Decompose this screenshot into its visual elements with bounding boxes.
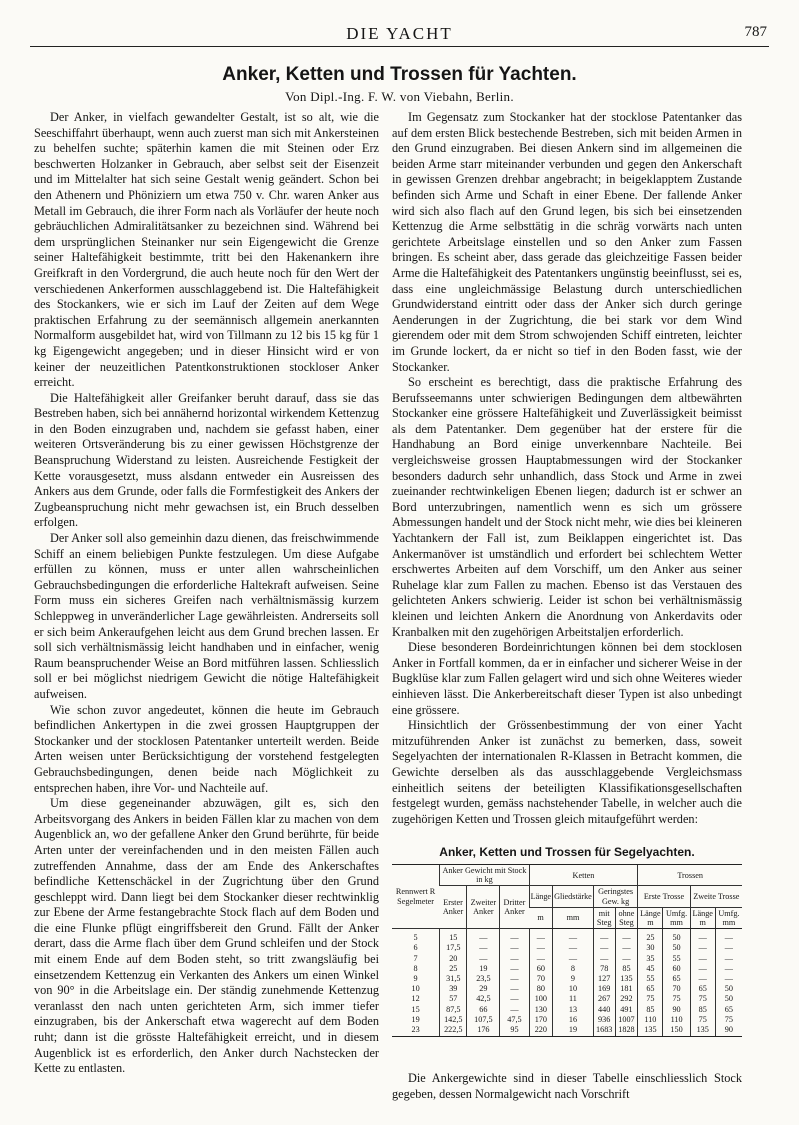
- table-cell: 10: [411, 984, 420, 994]
- col-header-trosse2-laenge: Länge m: [690, 907, 715, 928]
- table-cell: 19: [467, 963, 500, 973]
- table-cell: 440: [593, 1004, 615, 1014]
- table-cell: 16: [553, 1014, 594, 1024]
- page-number: 787: [744, 24, 767, 40]
- paragraph: Diese besonderen Bordeinrichtungen können bei dem stocklosen Anker in Fortfall kommen, da er in einfacher und sicherer Weise in der Bugklüse klar zum Fallen gelagert wird und sich ohne Weiteres wieder einhieven lässt. Die Ankerbereitschaft dieser Typen ist also unbedingt eine grössere.: [392, 640, 742, 717]
- table-cell: 135: [690, 1024, 715, 1037]
- table-cell: 55: [638, 973, 663, 983]
- table-cell: 292: [615, 993, 638, 1003]
- table-cell: 85: [638, 1004, 663, 1014]
- table-cell: 150: [663, 1024, 690, 1037]
- table-cell: 181: [615, 983, 638, 993]
- table-cell: —: [500, 963, 529, 973]
- table-cell: 169: [593, 983, 615, 993]
- table-cell: —: [690, 963, 715, 973]
- table-cell: 39: [440, 983, 467, 993]
- table-cell: —: [715, 973, 742, 983]
- col-header-gliedstaerke: Gliedstärke: [553, 886, 594, 907]
- paragraph: So erscheint es berechtigt, dass die praktische Erfahrung des Berufsseemanns unter schwierigen Bedingungen dem altbewährten Stockanker eine grössere Haltefähigkeit und Zuverlässigkeit beimisst als dem Patentanker. Dem gegenüber hat der erstere für die Handhabung an Bord einige unverkennbare Nachteile. Bei vergleichsweise grossen Hauptabmessungen wird der Stockanker besonders dadurch sehr unhandlich, dass Stock und Arme in zwei zueinander rechtwinkeligen Ebenen liegen; dadurch ist er schwer an Bord unterzubringen, namentlich wenn es sich um grössere Abmessungen handelt und der Stock nicht mehr, wie dies bei kleineren Yachtankern der Fall ist, zum Beiklappen eingerichtet ist. Das Ankermanöver ist umständlich und erfordert bei schlechtem Wetter erschwertes Arbeiten auf dem Vorschiff, um den Anker aus seiner Ruhelage klar zum Fallen zu machen. Ebenso ist das Verstauen des gelichteten Ankers schwierig. Leider ist schon bei verhältnismässig kleinen und leichten Ankern die Anordnung von Ankerdavits oder Kranbalken mit den zugehörigen Arbeitstaljen erforderlich.: [392, 375, 742, 639]
- table-cell: —: [529, 942, 552, 952]
- table-cell: —: [715, 963, 742, 973]
- table-cell: 6: [413, 943, 418, 953]
- table-cell: 20: [440, 953, 467, 963]
- col-header-mit-steg: mit Steg: [593, 907, 615, 928]
- col-header-erster-anker: Erster Anker: [440, 886, 467, 929]
- table-cell: 170: [529, 1014, 552, 1024]
- table-cell: 29: [467, 983, 500, 993]
- anchor-table: [392, 864, 742, 1037]
- table-cell: —: [615, 942, 638, 952]
- table-cell: —: [500, 929, 529, 943]
- table-cell: —: [467, 953, 500, 963]
- col-unit-gliedstaerke: mm: [553, 907, 594, 928]
- paragraph: Im Gegensatz zum Stockanker hat der stocklose Patentanker das auf dem ersten Blick bestechende Bestreben, sich mit beiden Armen in den Grund einzugraben. Bei diesen Ankern sind im allgemeinen die beiden Arme starr miteinander verbunden und gegen den Ankerschaft in gewissen Grenzen drehbar angebracht; in beigeklapptem Zustande befinden sich Arme und Schaft in einer Ebene. Der fallende Anker wird sich also flach auf den Grund legen, bis sich bei einsetzenden Kettenzug die Arme selbsttätig in die schräg vorwärts nach unten gerichtete Arbeitslage einstellen und so den Anker zum Fassen bringen. Es scheint aber, dass gerade das gleichzeitige Fassen beider Arme die Haltefähigkeit des Patentankers ungünstig beeinflusst, sei es, dass eine ungleichmässige Belastung durch unterschiedlichen Grundwiderstand eintritt oder dass der Anker sich durch geringe Aenderungen in der Zugrichtung, die bei stark vor dem Wind gierendem oder mit dem Strom schwojenden Schiff eintreten, leichter im Grunde lockert, da er nicht so tief in den Boden fasst, wie der Stockanker.: [392, 110, 742, 374]
- table-cell: 80: [529, 983, 552, 993]
- table-cell: 57: [440, 993, 467, 1003]
- table-row: [392, 1004, 742, 1014]
- table-cell: 15: [440, 929, 467, 943]
- table-cell: 35: [638, 953, 663, 963]
- table-cell: —: [467, 929, 500, 943]
- table-cell: —: [615, 929, 638, 943]
- table-cell: —: [553, 929, 594, 943]
- table-cell: 60: [529, 963, 552, 973]
- table-cell: 11: [553, 993, 594, 1003]
- table-cell: 1007: [615, 1014, 638, 1024]
- table-cell: 75: [715, 1014, 742, 1024]
- table-cell: 50: [715, 983, 742, 993]
- table-cell: —: [500, 973, 529, 983]
- group-header-anker: Anker Gewicht mit Stock in kg: [440, 865, 529, 886]
- table-row: [392, 953, 742, 963]
- table-cell: 90: [663, 1004, 690, 1014]
- col-header-trosse1-laenge: Länge m: [638, 907, 663, 928]
- table-cell: 1828: [615, 1024, 638, 1037]
- table-cell: —: [715, 942, 742, 952]
- table-cell: 65: [663, 973, 690, 983]
- running-head: [0, 22, 799, 46]
- table-cell: 135: [638, 1024, 663, 1037]
- table-cell: 8: [413, 963, 418, 973]
- table-cell: —: [529, 929, 552, 943]
- table-cell: 87,5: [440, 1004, 467, 1014]
- table-cell: —: [615, 953, 638, 963]
- table-cell: 25: [440, 963, 467, 973]
- table-cell: —: [529, 953, 552, 963]
- table-cell: 75: [690, 993, 715, 1003]
- table-cell: 222,5: [440, 1024, 467, 1037]
- article-title: Anker, Ketten und Trossen für Yachten.: [222, 64, 577, 85]
- byline: Von Dipl.-Ing. F. W. von Viebahn, Berlin.: [285, 89, 514, 104]
- table-cell: 19: [411, 1014, 420, 1024]
- table-cell: —: [500, 993, 529, 1003]
- table-cell: 50: [663, 942, 690, 952]
- col-header-gewicht: Geringstes Gew. kg: [593, 886, 638, 907]
- table-cell: 9: [553, 973, 594, 983]
- table-cell: 13: [553, 1004, 594, 1014]
- table-cell: 107,5: [467, 1014, 500, 1024]
- table-cell: 15: [411, 1004, 420, 1014]
- table-cell: —: [553, 953, 594, 963]
- paragraph: Der Anker soll also gemeinhin dazu dienen, das freischwimmende Schiff an einem beliebigen Punkte festzulegen. Um diese Aufgabe erfüllen zu können, muss er unter allen wahrscheinlichen Gebrauchsbedingungen die erforderliche Haltekraft aufweisen. Seine Form muss ein sicheres Greifen nach verhältnismässig kurzem Schleppweg in unveränderlicher Lage gewährleisten. Andrerseits soll er sich beim Ankeraufgehen leicht aus dem Grund brechen lassen. Er soll sich verhältnismässig leicht handhaben und in einfacher, wenig Raum beanspruchender Weise an Bord mitführen lassen. Schliesslich soll er bei möglichst niedrigem Gewicht die nötige Haltefähigkeit aufweisen.: [34, 531, 379, 701]
- table-row: [392, 1014, 742, 1024]
- table-cell: 23: [392, 1024, 440, 1037]
- after-table-text: [392, 1071, 742, 1102]
- table-cell: 25: [638, 929, 663, 943]
- table-cell: —: [593, 929, 615, 943]
- table-cell: —: [500, 983, 529, 993]
- header-rule: [30, 46, 769, 47]
- table-row: [392, 942, 742, 952]
- table-cell: —: [690, 929, 715, 943]
- table-row: [392, 963, 742, 973]
- table-cell: 45: [638, 963, 663, 973]
- table-row: [392, 1024, 742, 1037]
- col-header-zweite-trosse: Zweite Trosse: [690, 886, 742, 907]
- table-cell: 65: [638, 983, 663, 993]
- anchor-table-block: [392, 845, 742, 1037]
- paragraph: Der Anker, in vielfach gewandelter Gestalt, ist so alt, wie die Seeschiffahrt überhaupt, wenn auch zuerst man sich mit Ankersteinen zu behelfen suchte; späterhin kamen die mit Steinen oder Erz beschwerten Holzanker in Gebrauch, aber selbst seit der Eisenzeit und im Mittelalter hat sich seine Gestalt wenig geändert. Schon bei den Athenern und Phöniziern um etwa 750 v. Chr. waren Anker aus Metall im Gebrauch, die ihrer Form nach als Vorläufer der heute noch gebräuchlichen Admiralitätsanker zu bezeichnen sind. Während bei dem ursprünglichen Steinanker nur sein Eigengewicht die Grenze seiner Haltefähigkeit bestimmte, tritt bei den Hakenankern ihre Greifkraft in den Vordergrund, die auch heute noch für den Wert der verschiedenen Ankerformen ausschlaggebend ist. Die Haltefähigkeit des Stockankers, wie er sich im Lauf der Zeiten auf dem Wege praktischen Erfahrung zu der seemännisch allgemein anerkannten Normalform ausgebildet hat, wird von Tillmann zu 12 bis 15 kg für 1 kg Eigengewicht angegeben; und in dieser Hinsicht wird er von keiner der neuzeitlichen Patentkonstruktionen stockloser Anker erreicht.: [34, 110, 379, 390]
- table-cell: 85: [615, 963, 638, 973]
- table-cell: —: [500, 953, 529, 963]
- table-cell: 1683: [593, 1024, 615, 1037]
- table-cell: 50: [663, 929, 690, 943]
- table-cell: 42,5: [467, 993, 500, 1003]
- table-cell: —: [690, 942, 715, 952]
- table-cell: —: [690, 953, 715, 963]
- table-cell: 17,5: [440, 942, 467, 952]
- table-title: Anker, Ketten und Trossen für Segelyachten.: [439, 845, 695, 859]
- table-cell: 70: [663, 983, 690, 993]
- table-cell: 7: [413, 953, 418, 963]
- table-cell: 491: [615, 1004, 638, 1014]
- table-cell: 50: [715, 993, 742, 1003]
- table-body: [392, 929, 742, 1037]
- table-cell: 130: [529, 1004, 552, 1014]
- table-cell: 110: [663, 1014, 690, 1024]
- table-cell: 12: [411, 994, 420, 1004]
- table-cell: 70: [529, 973, 552, 983]
- table-cell: 220: [529, 1024, 552, 1037]
- table-cell: 267: [593, 993, 615, 1003]
- table-cell: 100: [529, 993, 552, 1003]
- table-cell: 19: [553, 1024, 594, 1037]
- table-cell: 176: [467, 1024, 500, 1037]
- table-cell: —: [500, 942, 529, 952]
- col-header-trosse2-umfang: Umfg. mm: [715, 907, 742, 928]
- col-unit-laenge: m: [529, 907, 552, 928]
- table-cell: 8: [553, 963, 594, 973]
- paragraph: Wie schon zuvor angedeutet, können die heute im Gebrauch befindlichen Ankertypen in die zwei grossen Hauptgruppen der Stockanker und der stocklosen Patentanker unterteilt werden. Beide Arten weisen unter Berücksichtigung der vorstehend festgelegten Gebrauchsbedingungen, denen beide nach Möglichkeit zu entsprechen haben, ihre Vor- und Nachteile auf.: [34, 702, 379, 795]
- table-cell: 66: [467, 1004, 500, 1014]
- paragraph: Hinsichtlich der Grössenbestimmung der von einer Yacht mitzuführenden Anker ist zunächst zu bemerken, dass, soweit Segelyachten der internationalen R-Klassen in Betracht kommen, die Gewichte derselben als das ausschlaggebende Vergleichsmass einheitlich seitens der beteiligten Klassifikationsgesellschaften festgelegt wurden, gemäss nachstehender Tabelle, in welcher auch die zugehörigen Ketten und Trossen gleich mitaufgeführt werden:: [392, 718, 742, 826]
- paragraph: Die Haltefähigkeit aller Greifanker beruht darauf, dass sie das Bestreben haben, sich bei annähernd horizontal wirkendem Kettenzug in den Boden einzugraben und, nachdem sie gefasst haben, einer weiteren Ortsveränderung bis zu einer gewissen Höchstgrenze der Beanspruchung Widerstand zu leisten. Ausreichende Festigkeit der Kette vorausgesetzt, muss alsdann entweder ein Ausreissen des Ankers aus dem Grunde, oder falls die Formfestigkeit des Ankers der Zugbeanspruchung nicht mehr gewachsen ist, ein Bruch desselben erfolgen.: [34, 390, 379, 530]
- table-cell: —: [500, 1004, 529, 1014]
- table-cell: 9: [413, 974, 418, 984]
- col-header-zweiter-anker: Zweiter Anker: [467, 886, 500, 929]
- table-cell: —: [593, 953, 615, 963]
- table-cell: 90: [715, 1024, 742, 1037]
- table-cell: 75: [638, 993, 663, 1003]
- table-cell: 142,5: [440, 1014, 467, 1024]
- table-cell: —: [690, 973, 715, 983]
- col-header-trosse1-umfang: Umfg. mm: [663, 907, 690, 928]
- table-cell: 95: [500, 1024, 529, 1037]
- group-header-trossen: Trossen: [638, 865, 742, 886]
- table-cell: 65: [715, 1004, 742, 1014]
- table-cell: 55: [663, 953, 690, 963]
- table-cell: 135: [615, 973, 638, 983]
- paragraph: Um diese gegeneinander abzuwägen, gilt es, sich den Arbeitsvorgang des Ankers in beiden Fällen klar zu machen von dem Augenblick an, wo der gefallene Anker den Grund berührte, für beide Arten unter der vereinfachenden und in den meisten Fällen auch zutreffenden Annahme, dass der am Ende des Ankerschaftes befindliche Kettenschäckel in der Zugrichtung über den Grund geschleppt wird. Dann liegt bei dem Stockanker dieser rechtwinklig zur Ebene der Arme festangebrachte Stock flach auf dem Boden und die eine Flunke pflügt eingriffsbereit den Grund. Fällt der Anker derart, dass die Arme flach über dem Grund schleifen und der Stock mit einem Ende auf dem Boden steht, so tritt zwangsläufig bei einsetzendem Kettenzug ein Verkanten des Ankers um einen Winkel von 90° in die Arbeitslage ein. Der ständig zunehmende Kettenzug veranlasst den nach unten gerichteten Arm, sich immer tiefer einzugraben, bis der Ankerschaft etwa wagerecht auf dem Boden ruht; dann ist die grösste Haltefähigkeit erreicht, und in diesem Augenblick ist es erforderlich, den Anker durch Nachstecken der Kette zu entlasten.: [34, 796, 379, 1076]
- table-cell: 65: [690, 983, 715, 993]
- table-cell: 85: [690, 1004, 715, 1014]
- table-row: [392, 993, 742, 1003]
- table-cell: 60: [663, 963, 690, 973]
- table-row: [392, 983, 742, 993]
- col-header-ohne-steg: ohne Steg: [615, 907, 638, 928]
- table-cell: 47,5: [500, 1014, 529, 1024]
- left-column: [34, 110, 379, 1077]
- group-header-ketten: Ketten: [529, 865, 638, 886]
- table-cell: 78: [593, 963, 615, 973]
- table-cell: 110: [638, 1014, 663, 1024]
- table-row: [392, 929, 742, 943]
- table-cell: 10: [553, 983, 594, 993]
- table-cell: 75: [690, 1014, 715, 1024]
- table-cell: —: [715, 953, 742, 963]
- table-cell: —: [467, 942, 500, 952]
- table-cell: —: [593, 942, 615, 952]
- table-cell: 936: [593, 1014, 615, 1024]
- table-cell: —: [715, 929, 742, 943]
- table-cell: 23,5: [467, 973, 500, 983]
- table-cell: 75: [663, 993, 690, 1003]
- col-header-dritter-anker: Dritter Anker: [500, 886, 529, 929]
- table-cell: —: [553, 942, 594, 952]
- running-title: DIE YACHT: [346, 24, 453, 43]
- table-cell: 5: [413, 933, 418, 943]
- col-header-laenge: Länge: [529, 886, 552, 907]
- table-cell: 30: [638, 942, 663, 952]
- col-header-rennwert: Rennwert R Segelmeter: [392, 865, 440, 929]
- table-row: [392, 973, 742, 983]
- table-cell: 127: [593, 973, 615, 983]
- col-header-erste-trosse: Erste Trosse: [638, 886, 690, 907]
- right-column: [392, 110, 742, 827]
- paragraph: Die Ankergewichte sind in dieser Tabelle einschliesslich Stock gegeben, dessen Normalgewicht nach Vorschrift: [392, 1071, 742, 1101]
- table-cell: 31,5: [440, 973, 467, 983]
